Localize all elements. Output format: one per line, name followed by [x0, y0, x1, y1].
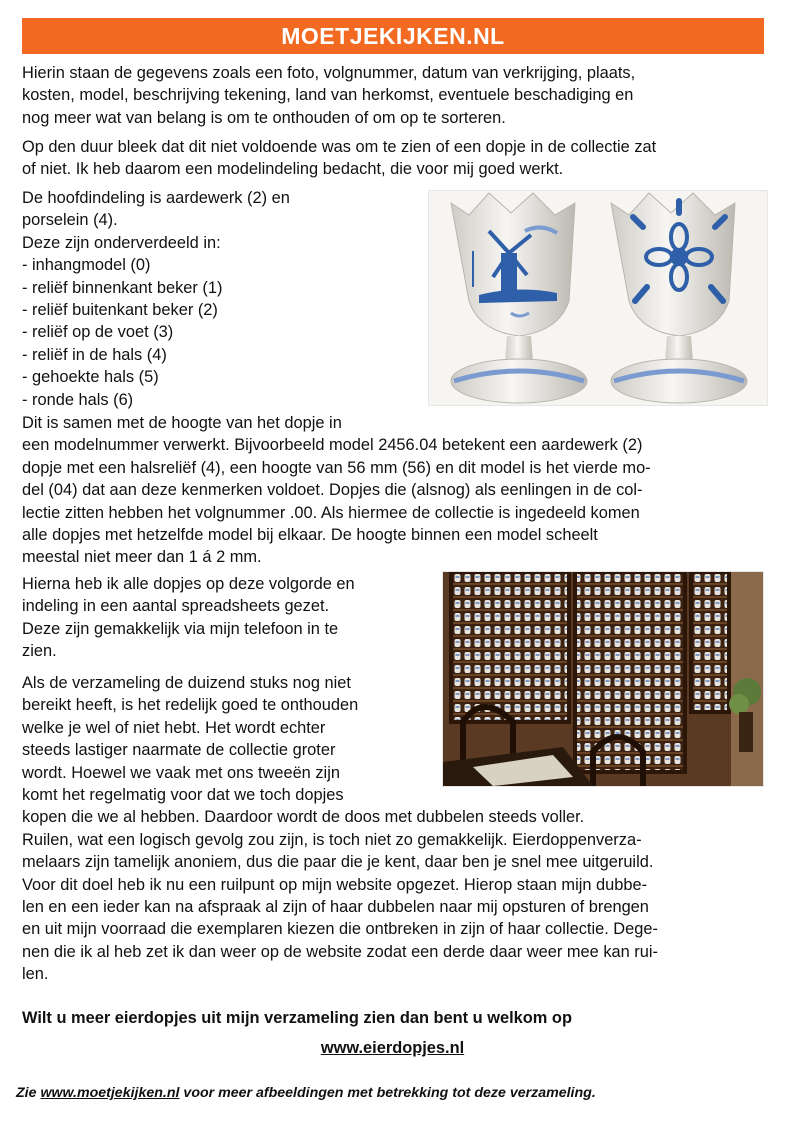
- text-line: steeds lastiger naarmate de collectie groter: [22, 741, 336, 760]
- text-line: len.: [22, 965, 49, 984]
- list-item: - reliëf binnenkant beker (1): [22, 278, 223, 297]
- page-title: MOETJEKIJKEN.NL: [281, 23, 505, 49]
- text-line: en uit mijn voorraad die exemplaren kiezen die ontbreken in zijn of haar collectie. Dege-: [22, 920, 658, 939]
- egg-cup-windmill: [451, 193, 587, 403]
- text-line: Deze zijn gemakkelijk via mijn telefoon in te: [22, 619, 339, 638]
- text-line: Voor dit doel heb ik nu een ruilpunt op mijn website opgezet. Hierop staan mijn dubbe-: [22, 875, 648, 894]
- list-item: - gehoekte hals (5): [22, 368, 159, 387]
- collection-paragraph: [22, 672, 764, 986]
- text-line: alle dopjes met hetzelfde model bij elkaar. De hoogte binnen een model scheelt: [22, 526, 598, 545]
- text-line: komt het regelmatig voor dat we toch dopjes: [22, 786, 344, 805]
- text-line: De hoofdindeling is aardewerk (2) en: [22, 189, 290, 207]
- text-line: melaars zijn tamelijk anoniem, dus die paar die je kent, daar ben je snel mee uitgeruild.: [22, 853, 654, 872]
- list-item: - ronde hals (6): [22, 390, 134, 409]
- text-line: zien.: [22, 642, 57, 661]
- list-item: - reliëf buitenkant beker (2): [22, 301, 218, 320]
- text-line: een modelnummer verwerkt. Bijvoorbeeld model 2456.04 betekent een aardewerk (2): [22, 436, 643, 455]
- text-line: Als de verzameling de duizend stuks nog niet: [22, 674, 351, 692]
- text-line: len en een ieder kan na afspraak al zijn of haar dubbelen naar mij opsturen of brengen: [22, 898, 649, 917]
- text-line: welke je wel of niet hebt. Het wordt echter: [22, 718, 326, 737]
- footer-note: [16, 1085, 776, 1101]
- text-line: wordt. Hoewel we vaak met ons tweeën zijn: [22, 763, 340, 782]
- text-line: Dit is samen met de hoogte van het dopje in: [22, 414, 342, 432]
- list-item: - reliëf op de voet (3): [22, 323, 174, 342]
- footer-prefix: Zie: [16, 1085, 41, 1101]
- egg-cup-flower: [611, 193, 747, 403]
- text-line: Ruilen, wat een logisch gevolg zou zijn, is toch niet zo gemakkelijk. Eierdoppenverza-: [22, 830, 642, 849]
- text-line: Hierna heb ik alle dopjes op deze volgorde en: [22, 575, 355, 593]
- eierdopjes-link[interactable]: www.eierdopjes.nl: [320, 1039, 465, 1057]
- text-line: nen die ik al heb zet ik dan weer op de website zodat een derde daar weer mee kan rui-: [22, 942, 658, 961]
- footer-suffix: voor meer afbeeldingen met betrekking tot deze verzameling.: [179, 1085, 596, 1101]
- text-line: Deze zijn onderverdeeld in:: [22, 233, 221, 252]
- text-line: dopje met een halsreliëf (4), een hoogte van 56 mm (56) en dit model is het vierde mo-: [22, 458, 651, 477]
- text-line: del (04) dat aan deze kenmerken voldoet. Dopjes die (alsnog) als eenlingen in de col-: [22, 481, 643, 500]
- delft-egg-cups-photo: [428, 190, 768, 406]
- text-line: kosten, model, beschrijving tekening, land van herkomst, eventuele beschadiging en: [22, 86, 634, 105]
- text-line: nog meer wat van belang is om te onthouden of om op te sorteren.: [22, 108, 506, 127]
- text-line: indeling in een aantal spreadsheets gezet.: [22, 597, 330, 616]
- egg-cups-illustration: [429, 191, 767, 405]
- text-line: Hierin staan de gegevens zoals een foto, volgnummer, datum van verkrijging, plaats,: [22, 64, 636, 82]
- page-title-banner: [22, 18, 764, 54]
- text-line: meestal niet meer dan 1 á 2 mm.: [22, 548, 262, 567]
- closing-invitation: Wilt u meer eierdopjes uit mijn verzameling zien dan bent u welkom op: [22, 1009, 572, 1027]
- text-line: bereikt heeft, is het redelijk goed te onthouden: [22, 696, 359, 715]
- list-item: - inhangmodel (0): [22, 256, 151, 275]
- model-number-paragraph: [22, 412, 764, 569]
- text-line: porselein (4).: [22, 211, 118, 230]
- text-line: kopen die we al hebben. Daardoor wordt de doos met dubbelen steeds voller.: [22, 808, 585, 827]
- classification-list: [22, 187, 422, 411]
- text-line: of niet. Ik heb daarom een modelindeling bedacht, die voor mij goed werkt.: [22, 160, 564, 179]
- moetjekijken-link[interactable]: www.moetjekijken.nl: [40, 1085, 180, 1101]
- text-line: lectie zitten hebben het volgnummer .00. Als hiermee de collectie is ingedeeld komen: [22, 503, 640, 522]
- list-item: - reliëf in de hals (4): [22, 345, 167, 364]
- text-line: Op den duur bleek dat dit niet voldoende was om te zien of een dopje in de collectie zat: [22, 138, 657, 156]
- spreadsheet-paragraph: [22, 573, 422, 663]
- intro-paragraph-2: [22, 136, 764, 181]
- intro-paragraph-1: [22, 62, 764, 129]
